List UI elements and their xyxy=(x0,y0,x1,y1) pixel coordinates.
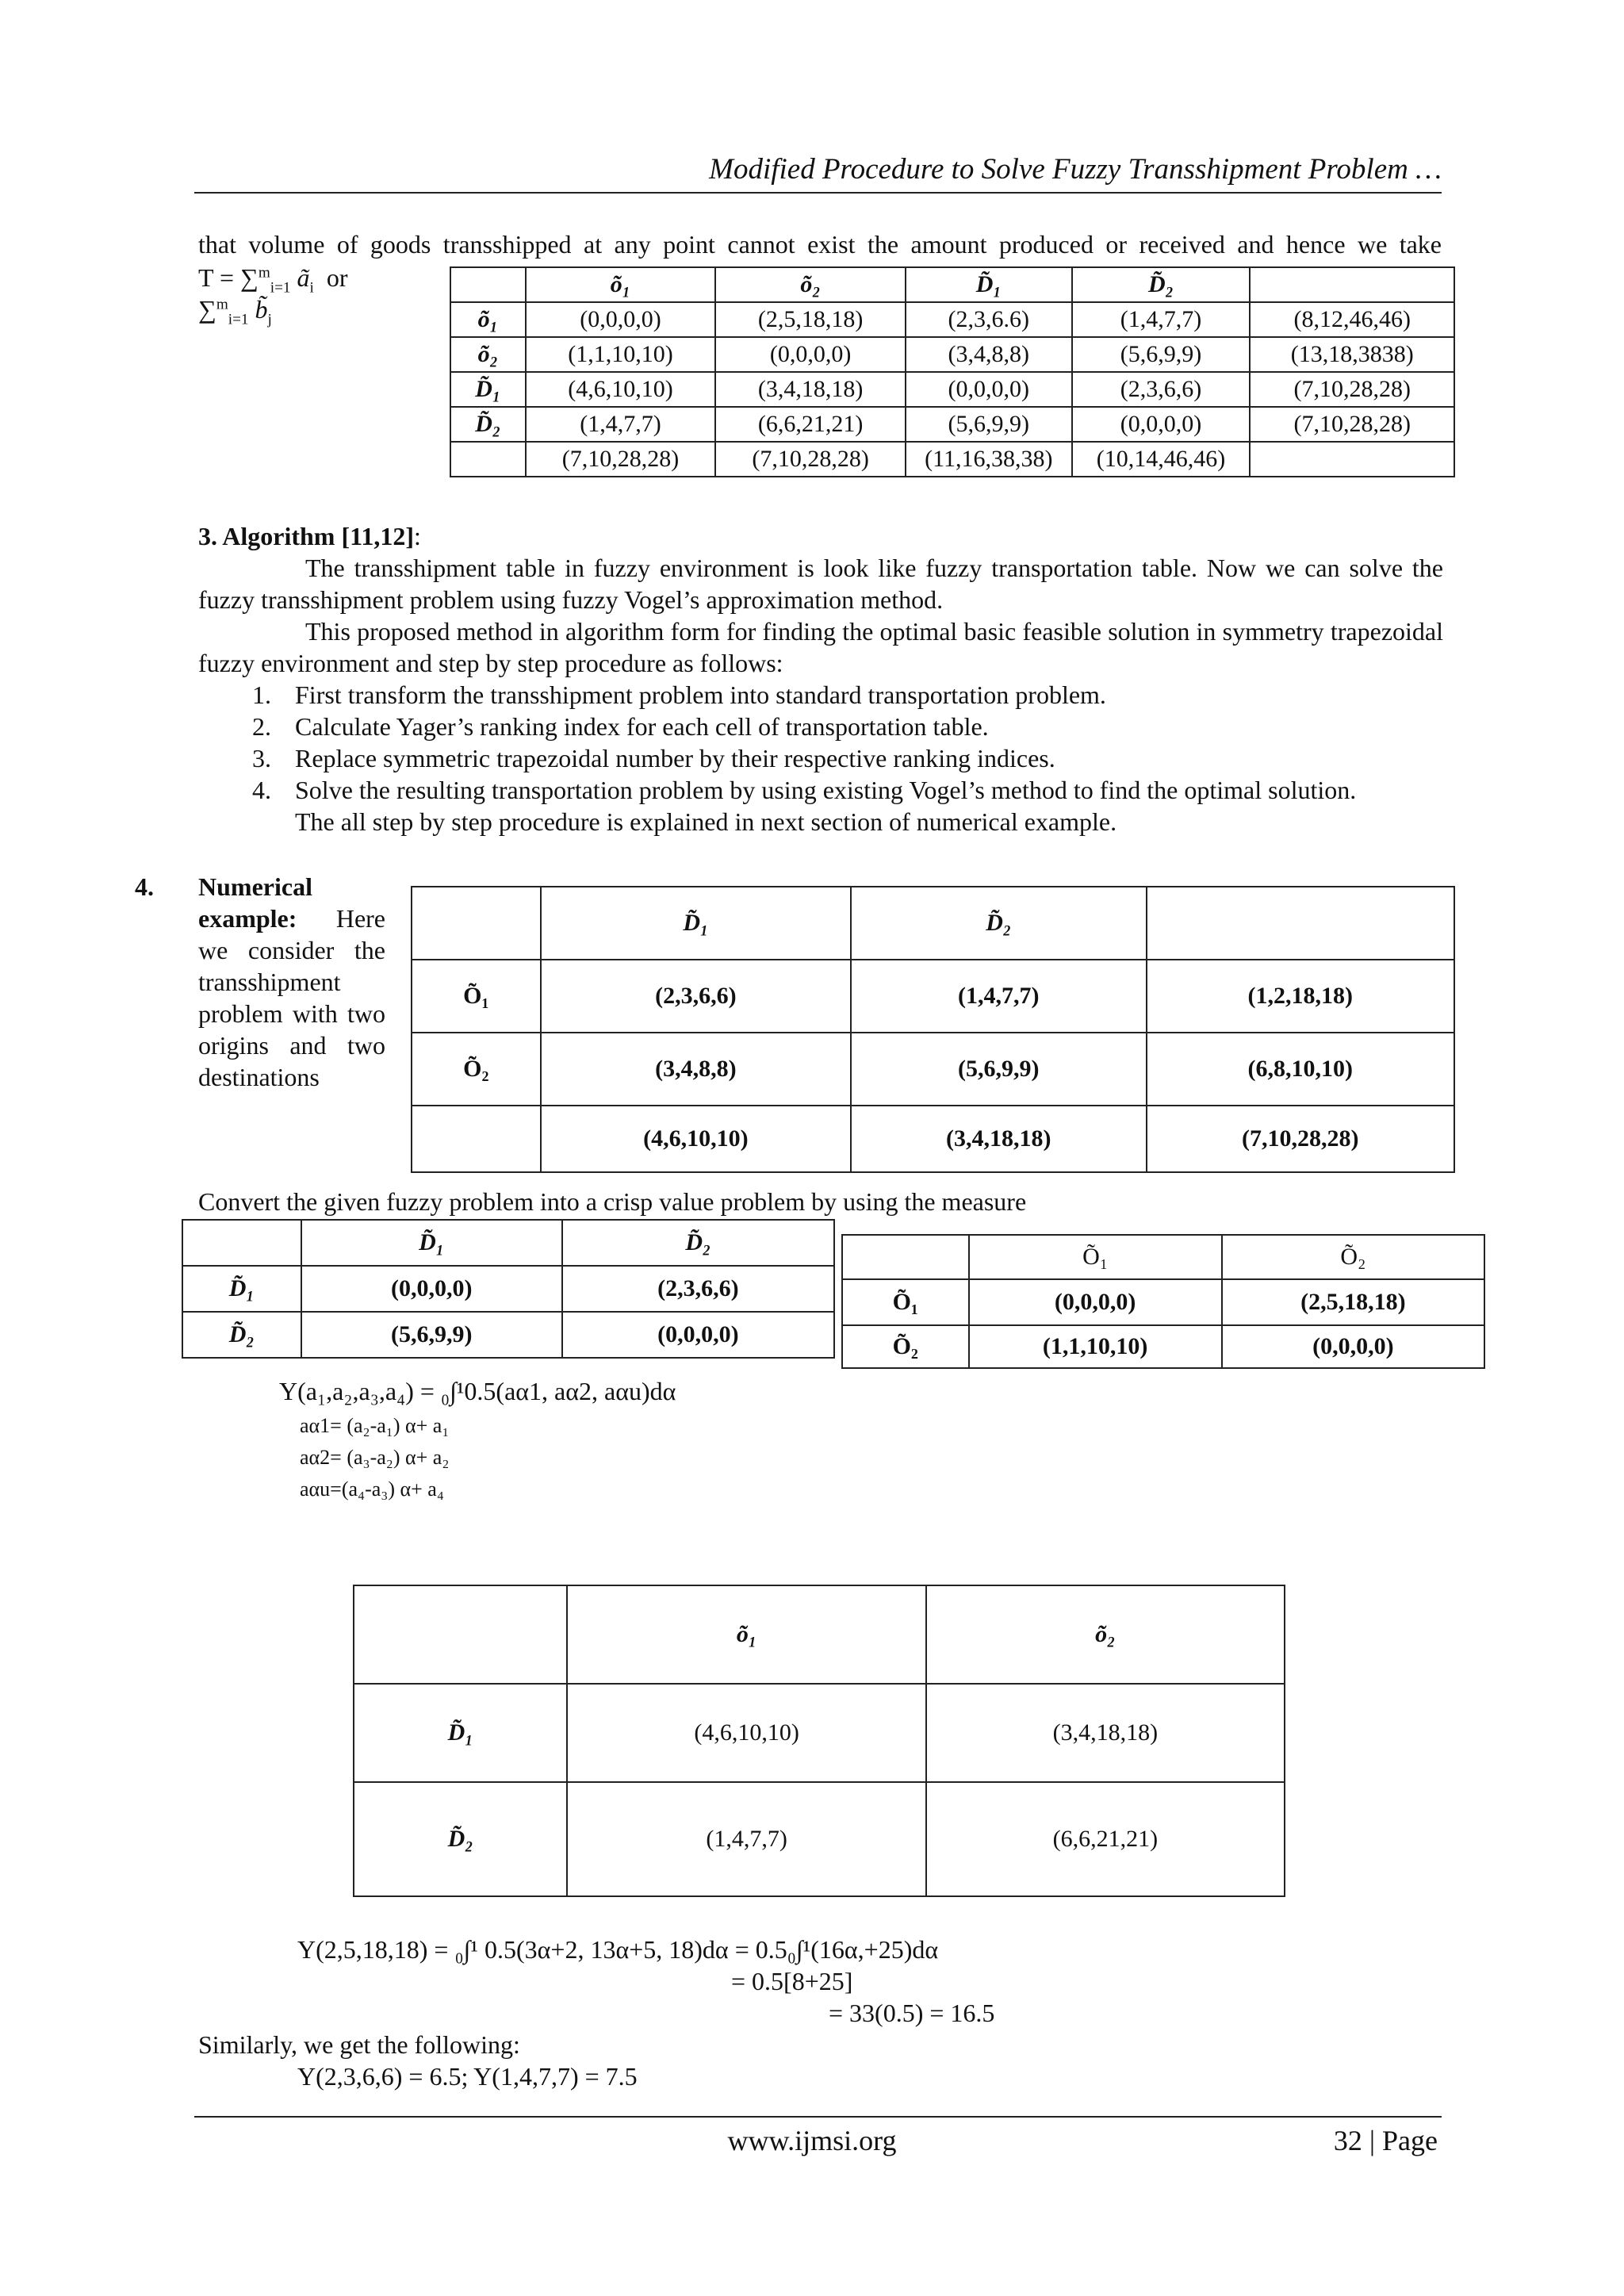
row-label: õ₁ xyxy=(450,302,526,337)
table-cell: (0,0,0,0) xyxy=(906,372,1072,407)
alpha-2-def: aα2= (a₃-a₂) α+ a₂ xyxy=(300,1446,450,1469)
table-cell: (2,3,6,6) xyxy=(1072,372,1251,407)
section-4-intro xyxy=(198,871,385,1093)
table-row xyxy=(450,372,1454,407)
section-3 xyxy=(198,520,1443,838)
table3-header-row xyxy=(182,1220,834,1266)
table-cell: (7,10,28,28) xyxy=(1250,372,1454,407)
table-cell: (0,0,0,0) xyxy=(1072,407,1251,442)
footer-url: www.ijmsi.org xyxy=(727,2125,897,2156)
table-row xyxy=(354,1684,1285,1782)
algorithm-steps xyxy=(198,679,1443,806)
table-cell: (3,4,18,18) xyxy=(926,1684,1285,1782)
table-row xyxy=(412,1033,1454,1106)
intro-line xyxy=(198,228,1442,260)
table-cell: (1,4,7,7) xyxy=(567,1782,925,1896)
table5-header-cell: õ₂ xyxy=(926,1585,1285,1684)
a-tilde: ã xyxy=(297,263,310,292)
table-cell: (0,0,0,0) xyxy=(526,302,716,337)
row-label: Õ₁ xyxy=(842,1279,969,1325)
table-row xyxy=(450,302,1454,337)
table-cell: (7,10,28,28) xyxy=(715,442,906,477)
row-label: Õ₂ xyxy=(842,1325,969,1368)
table2-header-row xyxy=(412,887,1454,960)
table1-header-cell: õ₂ xyxy=(715,267,906,302)
section-4-body: Here we consider the transshipment problem with two origins and two destinations xyxy=(198,904,385,1091)
table-cell: (0,0,0,0) xyxy=(715,337,906,372)
b-tilde: b̃ xyxy=(255,295,268,324)
table-cell: (6,6,21,21) xyxy=(715,407,906,442)
table-cell: (2,5,18,18) xyxy=(1222,1279,1484,1325)
table-row xyxy=(450,337,1454,372)
table4-header-cell: Õ₁ xyxy=(969,1235,1222,1279)
table-cell: (1,4,7,7) xyxy=(851,960,1146,1033)
table1-header-cell xyxy=(1250,267,1454,302)
footer-rule xyxy=(194,2116,1442,2118)
calc-line-1: Y(2,5,18,18) = ₀∫¹ 0.5(3α+2, 13α+5, 18)dα = 0.5₀∫¹(16α,+25)dα xyxy=(297,1935,939,1964)
page-number: 32 | Page xyxy=(1333,2125,1438,2156)
table-cell: (0,0,0,0) xyxy=(301,1266,562,1312)
table-cell: (2,3,6.6) xyxy=(906,302,1072,337)
table-cell: (2,3,6,6) xyxy=(562,1266,834,1312)
table1-header-row xyxy=(450,267,1454,302)
table-cell: (1,1,10,10) xyxy=(969,1325,1222,1368)
cost-table-dest-origin xyxy=(353,1585,1285,1897)
table-cell: (0,0,0,0) xyxy=(562,1312,834,1358)
table5-header-cell xyxy=(354,1585,567,1684)
table-row xyxy=(182,1312,834,1358)
table-row xyxy=(182,1266,834,1312)
table-cell: (3,4,8,8) xyxy=(541,1033,851,1106)
table-row xyxy=(412,960,1454,1033)
table1-header-cell: õ₁ xyxy=(526,267,716,302)
transshipment-table xyxy=(450,266,1455,477)
table-cell: (1,2,18,18) xyxy=(1147,960,1454,1033)
table-cell: (6,6,21,21) xyxy=(926,1782,1285,1896)
calc-line-2: = 0.5[8+25] xyxy=(731,1967,853,1995)
running-title: Modified Procedure to Solve Fuzzy Transshipment Problem … xyxy=(709,153,1442,186)
table3-header-cell: D̃₂ xyxy=(562,1220,834,1266)
table-row xyxy=(354,1782,1285,1896)
table-cell: (4,6,10,10) xyxy=(567,1684,925,1782)
yager-formula: Y(a₁,a₂,a₃,a₄) = ₀∫¹0.5(aα1, aα2, aαu)dα xyxy=(279,1377,676,1405)
row-label: D̃₁ xyxy=(354,1684,567,1782)
row-label xyxy=(450,442,526,477)
row-label: õ₂ xyxy=(450,337,526,372)
running-header xyxy=(194,152,1442,194)
section-4-heading: Numerical example: xyxy=(198,872,312,933)
table-cell xyxy=(1250,442,1454,477)
table-cell: (1,4,7,7) xyxy=(1072,302,1251,337)
table-cell: (2,3,6,6) xyxy=(541,960,851,1033)
cost-table-destinations xyxy=(182,1219,835,1359)
row-label: D̃₂ xyxy=(182,1312,301,1358)
table-cell: (1,4,7,7) xyxy=(526,407,716,442)
table4-header-cell: Õ₂ xyxy=(1222,1235,1484,1279)
alpha-1-def: aα1= (a₂-a₁) α+ a₁ xyxy=(300,1414,450,1437)
table-cell: (10,14,46,46) xyxy=(1072,442,1251,477)
table-cell: (3,4,8,8) xyxy=(906,337,1072,372)
t-equals: T = ∑ xyxy=(198,263,259,292)
table4-header-row xyxy=(842,1235,1484,1279)
table-cell: (3,4,18,18) xyxy=(715,372,906,407)
results-line: Y(2,3,6,6) = 6.5; Y(1,4,7,7) = 7.5 xyxy=(297,2062,638,2091)
table-cell: (4,6,10,10) xyxy=(541,1106,851,1172)
table-row xyxy=(412,1106,1454,1172)
section-3-paragraph-1: The transshipment table in fuzzy environment is look like fuzzy transportation table. Now we can solve the fuzzy transshipment problem using fuzzy Vogel’s approximation method. xyxy=(198,554,1443,614)
list-item: 4. Solve the resulting transportation problem by using existing Vogel’s method to find the optimal solution. xyxy=(252,776,1357,804)
table-cell: (5,6,9,9) xyxy=(851,1033,1146,1106)
table-row xyxy=(450,407,1454,442)
table-cell: (8,12,46,46) xyxy=(1250,302,1454,337)
table1-header-cell: D̃₁ xyxy=(906,267,1072,302)
list-item: 1. First transform the transshipment problem into standard transportation problem. xyxy=(252,680,1106,709)
list-item: 3. Replace symmetric trapezoidal number by their respective ranking indices. xyxy=(252,744,1055,772)
table-row xyxy=(842,1279,1484,1325)
section-3-paragraph-2: This proposed method in algorithm form for finding the optimal basic feasible solution in symmetry trapezoidal fuzzy environment and step by step procedure as follows: xyxy=(198,617,1443,677)
table4-header-cell xyxy=(842,1235,969,1279)
list-item: 2. Calculate Yager’s ranking index for each cell of transportation table. xyxy=(252,712,989,741)
table-cell: (5,6,9,9) xyxy=(1072,337,1251,372)
table-cell: (1,1,10,10) xyxy=(526,337,716,372)
row-label: D̃₂ xyxy=(354,1782,567,1896)
row-label: Õ₂ xyxy=(412,1033,541,1106)
table-cell: (4,6,10,10) xyxy=(526,372,716,407)
table-cell: (3,4,18,18) xyxy=(851,1106,1146,1172)
table-cell: (7,10,28,28) xyxy=(526,442,716,477)
table2-header-cell xyxy=(1147,887,1454,960)
table-row xyxy=(842,1325,1484,1368)
alpha-u-def: aαu=(a₄-a₃) α+ a₄ xyxy=(300,1478,444,1501)
row-label: D̃₁ xyxy=(182,1266,301,1312)
calc-line-3: = 33(0.5) = 16.5 xyxy=(829,1999,995,2027)
table2-header-cell xyxy=(412,887,541,960)
table5-header-cell: õ₁ xyxy=(567,1585,925,1684)
table3-header-cell xyxy=(182,1220,301,1266)
section-3-heading: 3. Algorithm [11,12]: xyxy=(198,522,421,550)
table-cell: (6,8,10,10) xyxy=(1147,1033,1454,1106)
table-cell: (7,10,28,28) xyxy=(1147,1106,1454,1172)
row-label: Õ₁ xyxy=(412,960,541,1033)
section-3-paragraph-3: The all step by step procedure is explained in next section of numerical example. xyxy=(295,807,1117,836)
table-cell: (2,5,18,18) xyxy=(715,302,906,337)
intro-text: that volume of goods transshipped at any point cannot exist the amount produced or received and hence we take xyxy=(198,230,1442,259)
table-cell: (13,18,3838) xyxy=(1250,337,1454,372)
table-cell: (0,0,0,0) xyxy=(1222,1325,1484,1368)
table1-header-cell: D̃₂ xyxy=(1072,267,1251,302)
row-label xyxy=(412,1106,541,1172)
section-4-number: 4. xyxy=(135,872,154,901)
table-cell: (5,6,9,9) xyxy=(906,407,1072,442)
table-cell: (7,10,28,28) xyxy=(1250,407,1454,442)
row-label: D̃₂ xyxy=(450,407,526,442)
table-row xyxy=(450,442,1454,477)
convert-text: Convert the given fuzzy problem into a crisp value problem by using the measure xyxy=(198,1187,1027,1216)
similarly-text: Similarly, we get the following: xyxy=(198,2030,520,2059)
table-cell: (11,16,38,38) xyxy=(906,442,1072,477)
table2-header-cell: D̃₁ xyxy=(541,887,851,960)
or-word: or xyxy=(326,263,348,292)
table2-header-cell: D̃₂ xyxy=(851,887,1146,960)
table-cell: (0,0,0,0) xyxy=(969,1279,1222,1325)
cost-table-origins xyxy=(411,886,1455,1173)
row-label: D̃₁ xyxy=(450,372,526,407)
table5-header-row xyxy=(354,1585,1285,1684)
t-formula: T = ∑$^m_{i=1}$ $ã_i$ or ∑$^m_{i=1}$ $b̃_j$ xyxy=(198,263,348,328)
table1-header-cell xyxy=(450,267,526,302)
table-cell: (5,6,9,9) xyxy=(301,1312,562,1358)
table3-header-cell: D̃₁ xyxy=(301,1220,562,1266)
cost-table-origin-origin xyxy=(841,1234,1485,1369)
